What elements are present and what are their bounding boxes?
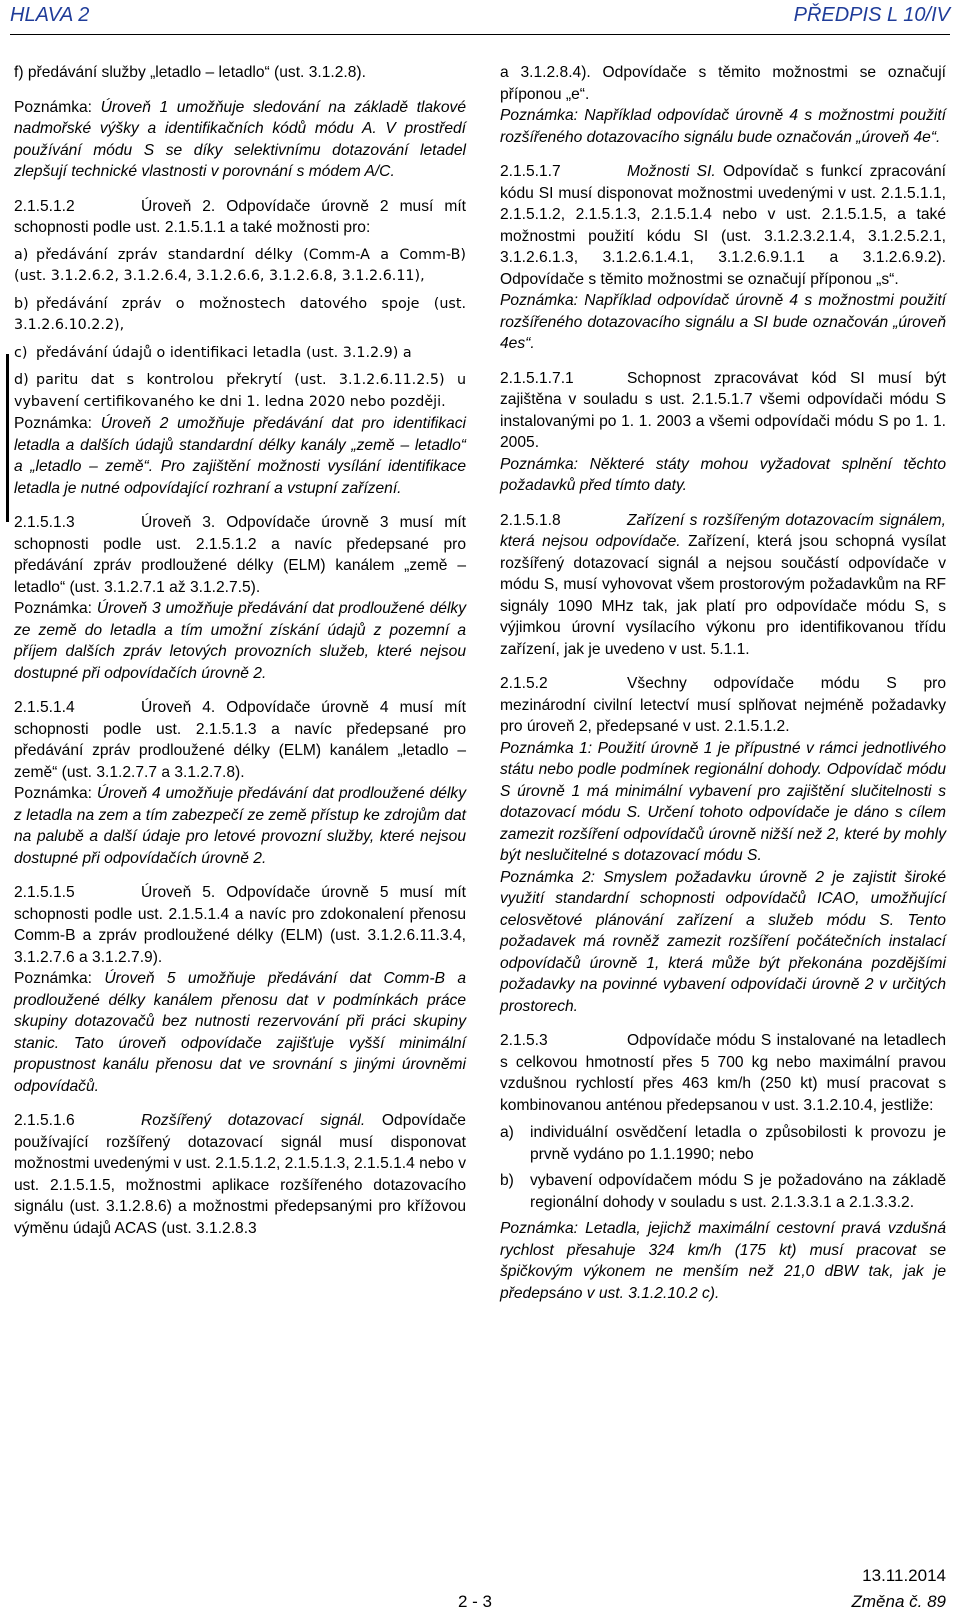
note-states xyxy=(500,454,946,497)
section-2-1-5-3 xyxy=(500,1030,946,1116)
header-regulation: PŘEDPIS L 10/IV xyxy=(793,4,950,26)
note-text: Například odpovídač úrovně 4 s možnostmi použití rozšířeného dotazovacího signálu a SI bude označován „úroveň 4es“. xyxy=(500,292,946,352)
list-item-a xyxy=(500,1122,946,1165)
section-2-1-5-1-7 xyxy=(500,161,946,290)
section-2-1-5-1-8 xyxy=(500,510,946,661)
footer-date: 13.11.2014 xyxy=(862,1566,946,1585)
list-text: individuální osvědčení letadla o způsobilosti k provozu je prvně vydáno po 1.1.1990; nebo xyxy=(530,1124,946,1163)
section-title: Rozšířený dotazovací signál. xyxy=(141,1112,366,1129)
section-title: Možnosti SI. xyxy=(627,163,716,180)
section-number: 2.1.5.1.8 xyxy=(500,511,561,529)
list-item-d xyxy=(14,370,466,413)
section-text: Úroveň 3. Odpovídače úrovně 3 musí mít schopnosti podle ust. 2.1.5.1.2 a navíc předepsané pro předávání zpráv prodloužené délky (ELM) kanálem „země – letadlo“ (ust. 3.1.2.7.1 až 3.1.2.7.5). xyxy=(14,514,466,596)
section-number: 2.1.5.1.2 xyxy=(14,197,75,215)
list-text: předávání údajů o identifikaci letadla (ust. 3.1.2.9) a xyxy=(36,344,412,361)
section-text: Odpovídač s funkcí zpracování kódu SI musí disponovat možnostmi uvedenými v ust. 2.1.5.1.1, 2.1.5.1.2, 2.1.5.1.3, 2.1.5.1.4 nebo v ust. 2.1.5.1.5, a také možnostmi použití kódu SI (ust. 3.1.2.3.2.1.4, 3.1.2.5.2.1, 3.1.2.6.1.3, 3.1.2.6.1.4.1, 3.1.2.6.9.1.1 a 3.1.2.6.9.2). Odpovídače s těmito možnostmi se označují příponou „s“. xyxy=(500,163,946,288)
note-text: Použití úrovně 1 je přípustné v rámci jednotlivého státu nebo podle podmínek regionální dohody. Odpovídač módu S úrovně 1 má minimální vybavení pro zajištění slučitelnosti s dotazovací módu S. Určení tohoto odpovídače je dáno s cílem zamezit rozšíření odpovídačů úrovně nižší než 2, které by mohly být neslučitelné s dotazovací módu S. xyxy=(500,739,946,864)
section-number: 2.1.5.1.7 xyxy=(500,163,561,180)
section-number: 2.1.5.1.7.1 xyxy=(500,369,574,387)
section-2-1-5-1-7-1 xyxy=(500,368,946,454)
section-number: 2.1.5.1.4 xyxy=(14,699,75,716)
right-column xyxy=(500,62,946,1317)
note-label: Poznámka 2: xyxy=(500,868,595,886)
note-label: Poznámka: xyxy=(500,455,579,473)
section-2-1-5-1-2 xyxy=(14,196,466,239)
left-column xyxy=(14,62,466,1239)
note-level-4 xyxy=(14,783,466,869)
note-2-level-2 xyxy=(500,867,946,1018)
section-text: Úroveň 5. Odpovídače úrovně 5 musí mít schopnosti podle ust. 2.1.5.1.4 a navíc pro zdokonalení přenosu Comm-B a zpráv prodloužené délky (ELM) (ust. 3.1.2.6.11.3.4, 3.1.2.7.6 a 3.1.2.7.9). xyxy=(14,884,466,966)
list-item-c xyxy=(14,343,466,365)
list-text: předávání zpráv standardní délky (Comm-A a Comm-B) (ust. 3.1.2.6.2, 3.1.2.6.4, 3.1.2.6.6, 3.1.2.6.8, 3.1.2.6.11), xyxy=(14,246,466,284)
note-level-5 xyxy=(14,968,466,1097)
section-text: Všechny odpovídače módu S pro mezinárodní civilní letectví musí splňovat nejméně požadavky pro úroveň 2, předepsané v ust. 2.1.5.1.2. xyxy=(500,675,946,735)
item-f: f) předávání služby „letadlo – letadlo“ (ust. 3.1.2.8). xyxy=(14,64,366,81)
footer-change: Změna č. 89 xyxy=(851,1592,946,1611)
note-text: Některé státy mohou vyžadovat splnění těchto požadavků před tímto daty. xyxy=(500,455,946,494)
list-text: vybavení odpovídačem módu S je požadováno na základě regionální dohody v souladu s ust. 2.1.3.3.1 a 2.1.3.3.2. xyxy=(530,1172,946,1211)
section-2-1-5-1-3 xyxy=(14,512,466,598)
note-text: Letadla, jejichž maximální cestovní pravá vzdušná rychlost přesahuje 324 km/h (175 kt) musí pracovat se špičkovým výkonem ne menším než 21,0 dBW tak, jak je předepsáno v ust. 3.1.2.10.2 c). xyxy=(500,1220,946,1302)
note-label: Poznámka: xyxy=(500,1220,579,1237)
note-speed xyxy=(500,1218,946,1304)
section-text: Zařízení, která jsou schopná vysílat rozšířený dotazovací signál a nejsou součástí odpovídače v módu S, musí vyhovovat všem prostorovým požadavkům na RF signály 1090 MHz tak, jak platí pro odpovídače módu S, s výjimkou úrovní vysílacího výkonu pro identifikovanou třídu zařízení, jak je uvedeno v ust. 5.1.1. xyxy=(500,533,946,658)
section-text: Úroveň 2. Odpovídače úrovně 2 musí mít schopnosti podle ust. 2.1.5.1.1 a také možnosti pro: xyxy=(14,197,466,236)
section-2-1-5-1-5 xyxy=(14,882,466,968)
list-item-a xyxy=(14,245,466,288)
note-level-1 xyxy=(14,97,466,183)
list-label: d) xyxy=(14,372,29,388)
note-text: Úroveň 3 umožňuje předávání dat prodloužené délky ze země do letadla a tím umožní získání údajů z pozemní a příjem dalších zpráv letových provozních služeb, které nejsou dostupné při odpovídačích úrovně 2. xyxy=(14,600,466,682)
list-item-b xyxy=(14,294,466,337)
note-label: Poznámka: xyxy=(500,292,579,309)
note-example-4e xyxy=(500,105,946,148)
note-text: Úroveň 1 umožňuje sledování na základě tlakové nadmořské výšky a identifikačních kódů módu A. V prostředí používání módu S se díky selektivnímu dotazování letadel zlepšují technické vlastnosti v porovnání s módem A/C. xyxy=(14,98,466,180)
section-text: Odpovídače módu S instalované na letadlech s celkovou hmotností přes 5 700 kg nebo maximální pravou vzdušnou rychlostí přes 463 km/h (250 kt) musí pracovat s kombinovanou anténou předepsanou v ust. 3.1.2.10.4, jestliže: xyxy=(500,1032,946,1114)
section-number: 2.1.5.3 xyxy=(500,1032,548,1049)
continuation-text: a 3.1.2.8.4). Odpovídače s těmito možnostmi se označují příponou „e“. xyxy=(500,64,946,103)
note-level-2 xyxy=(14,413,466,499)
note-label: Poznámka: xyxy=(14,98,93,116)
section-2-1-5-1-4 xyxy=(14,697,466,783)
note-1-level-1 xyxy=(500,738,946,867)
header-rule xyxy=(10,34,950,35)
header-chapter: HLAVA 2 xyxy=(10,4,90,26)
list-label: b) xyxy=(14,295,29,312)
note-text: Například odpovídač úrovně 4 s možnostmi použití rozšířeného dotazovacího signálu bude označován „úroveň 4e“. xyxy=(500,107,946,146)
section-number: 2.1.5.1.5 xyxy=(14,884,75,901)
note-text: Úroveň 5 umožňuje předávání dat Comm-B a prodloužené délky kanálem přenosu dat v podmínkách práce skupiny dotazovačů bez nutnosti rezervování při práci skupiny stanic. Tato úroveň odpovídače zajišťuje vyšší minimální propustnost kanálu přenosu dat ve srovnání s jinými úrovněmi odpovídačů. xyxy=(14,970,466,1095)
section-2-1-5-2 xyxy=(500,673,946,738)
list-item-b xyxy=(500,1170,946,1213)
section-text: Úroveň 4. Odpovídače úrovně 4 musí mít schopnosti podle ust. 2.1.5.1.3 a navíc předepsané pro předávání zpráv prodloužené délky (ELM) kanálem „letadlo – země“ (ust. 3.1.2.7.7 a 3.1.2.7.8). xyxy=(14,699,466,781)
section-number: 2.1.5.1.6 xyxy=(14,1112,75,1129)
list-label: a) xyxy=(500,1124,514,1141)
section-number: 2.1.5.1.3 xyxy=(14,514,75,531)
note-label: Poznámka: xyxy=(14,600,93,617)
note-label: Poznámka: xyxy=(14,785,93,802)
section-2-1-5-1-6 xyxy=(14,1110,466,1239)
note-level-3 xyxy=(14,598,466,684)
list-text: paritu dat s kontrolou překrytí (ust. 3.1.2.6.11.2.5) u vybavení certifikovaného ke dni 1. ledna 2020 nebo později. xyxy=(14,372,466,410)
section-title: Zařízení s rozšířeným dotazovacím signálem, která nejsou odpovídače. xyxy=(500,511,946,550)
note-label: Poznámka: xyxy=(14,970,93,987)
note-label: Poznámka: xyxy=(500,107,579,124)
note-text: Smyslem požadavku úrovně 2 je zajistit široké využití standardní schopnosti odpovídačů ICAO, umožňující celosvětové plánování zařízení a služeb módu S. Tento požadavek má rovněž zamezit rozšíření počátečních instalací odpovídačů úrovně 1, která může být překonána pozdějšími požadavky na povinné vybavení odpovídači úrovně 2 v určitých prostorech. xyxy=(500,868,946,1015)
section-number: 2.1.5.2 xyxy=(500,675,548,692)
page-header xyxy=(0,0,960,30)
note-label: Poznámka: xyxy=(14,415,93,432)
list-label: b) xyxy=(500,1172,514,1189)
note-text: Úroveň 4 umožňuje předávání dat prodloužené délky z letadla na zem a tím zabezpečí ze země přístup ke zdrojům dat na palubě a další údaje pro letové provozní služby, které nejsou dostupné při odpovídačích úrovně 2. xyxy=(14,785,466,867)
note-example-4es xyxy=(500,290,946,355)
list-label: a) xyxy=(14,246,29,263)
list-text: předávání zpráv o možnostech datového spoje (ust. 3.1.2.6.10.2.2), xyxy=(14,295,466,333)
change-bar xyxy=(6,354,9,522)
note-label: Poznámka 1: xyxy=(500,739,593,757)
page-footer xyxy=(0,1562,960,1622)
list-label: c) xyxy=(14,344,28,361)
section-text: Schopnost zpracovávat kód SI musí být zajištěna v souladu s ust. 2.1.5.1.7 všemi odpovídači módu S instalovanými po 1. 1. 2003 a všemi odpovídači módu S po 1. 1. 2005. xyxy=(500,369,946,451)
section-text: Odpovídače používající rozšířený dotazovací signál musí disponovat možnostmi uvedenými v ust. 2.1.5.1.2, 2.1.5.1.3, 2.1.5.1.4 nebo v ust. 2.1.5.1.5, možnostmi aplikace rozšířeného dotazovacího signálu (ust. 3.1.2.8.6) a možnostmi předepsanými pro křížovou výměnu údajů ACAS (ust. 3.1.2.8.3 xyxy=(14,1112,466,1237)
note-text: Úroveň 2 umožňuje předávání dat pro identifikaci letadla a dalších údajů standardní délky kanály „země – letadlo“ a „letadlo – země“. Pro zajištění možnosti vysílání identifikace letadla je nutné odpovídající rozhraní a vstupní zařízení. xyxy=(14,415,466,497)
page-number: 2 - 3 xyxy=(458,1592,493,1611)
